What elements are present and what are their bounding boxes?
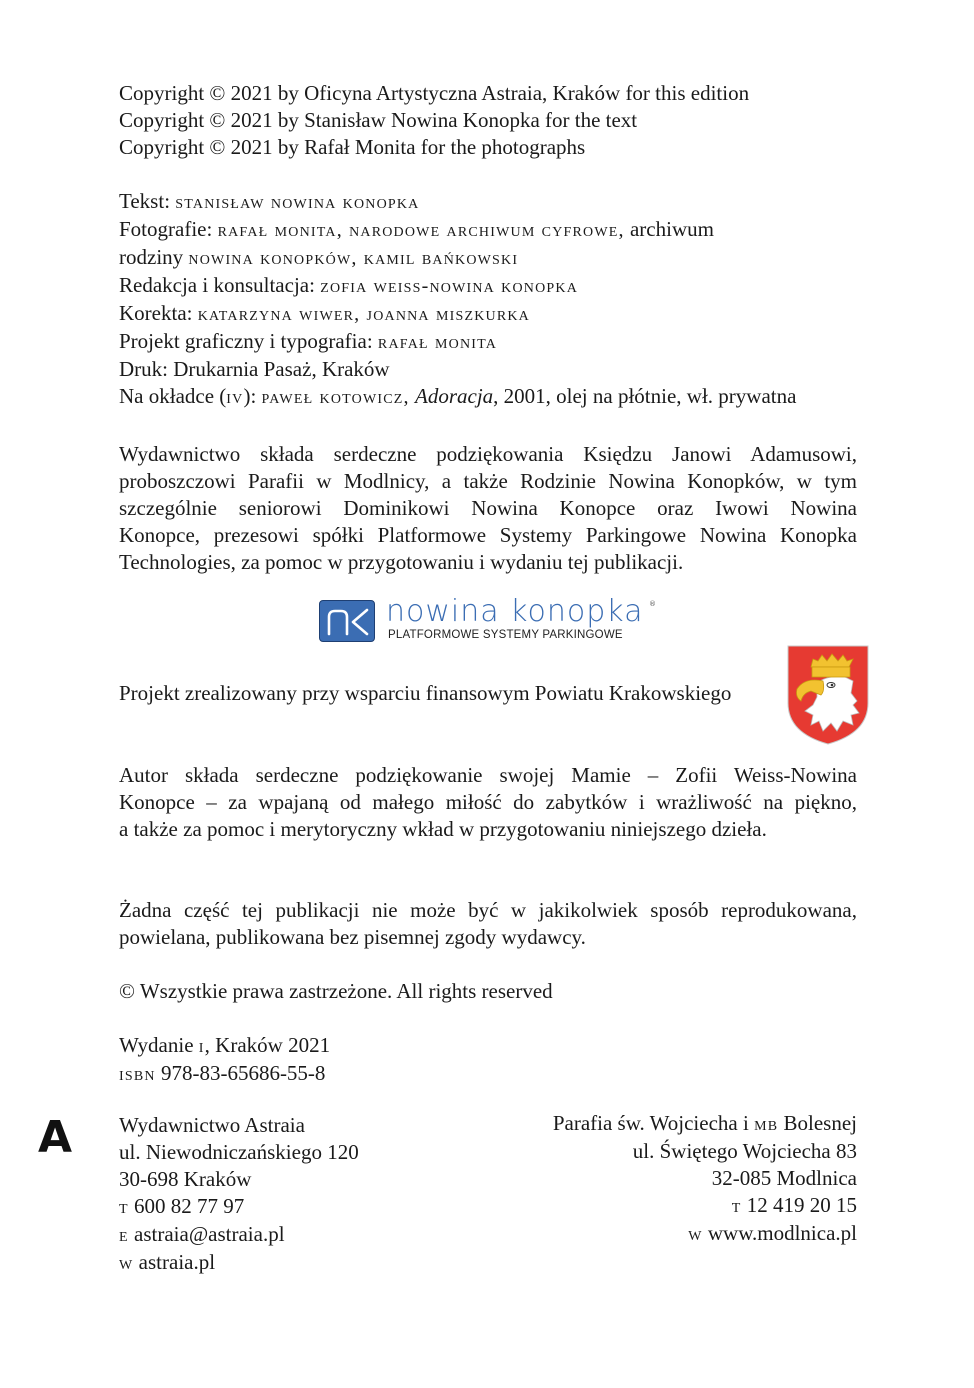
publisher-thanks-paragraph: Wydawnictwo składa serdeczne podziękowania Księdzu Janowi Adamusowi, proboszczowi Parafii w Modlnicy, a także Rodzinie Nowina Konopków, w tym szczególnie seniorowi Dominikowi Nowina Konopce oraz Iwowi Nowina Konopce, prezesowi spółki Platformowe Systemy Parkingowe Nowina Konopka Technologies, za pomoc w przygotowaniu i wydaniu tej publikacji.	[119, 442, 857, 574]
copyright-line-photographs: Copyright © 2021 by Rafał Monita for the photographs	[119, 135, 586, 159]
nowina-konopka-logo	[319, 594, 659, 644]
author-thanks-paragraph: Autor składa serdeczne podziękowanie swojej Mamie – Zofii Weiss-Nowina Konopce – za wpajaną od małego miłość do zabytków i wrażliwość na piękno, a także za pomoc i merytoryczny wkład w przygotowaniu niniejszego dzieła.	[119, 763, 857, 841]
publisher-web: w astraia.pl	[119, 1250, 216, 1274]
credit-photos-cont: rodziny nowina konopków, kamil bańkowski	[119, 245, 519, 269]
support-note: Projekt zrealizowany przy wsparciu finansowym Powiatu Krakowskiego	[119, 681, 732, 705]
logo-tagline: PLATFORMOWE SYSTEMY PARKINGOWE	[388, 629, 623, 641]
credit-cover: Na okładce (iv): paweł kotowicz, Adoracja, 2001, olej na płótnie, wł. prywatna	[119, 384, 797, 408]
parish-address	[553, 1110, 857, 1248]
all-rights-reserved: © Wszystkie prawa zastrzeżone. All rights reserved	[119, 979, 553, 1003]
publisher-city: 30-698 Kraków	[119, 1167, 252, 1191]
logo-wordmark: nowina konopka	[386, 594, 644, 629]
credit-print: Druk: Drukarnia Pasaż, Kraków	[119, 357, 390, 381]
registered-mark: ®	[649, 600, 656, 608]
krakow-county-coat-of-arms-icon	[787, 645, 869, 745]
cover-artwork-title: Adoracja	[415, 384, 494, 408]
publisher-email-link[interactable]: astraia@astraia.pl	[134, 1222, 285, 1246]
edition-block	[119, 1032, 857, 1088]
credit-editing: Redakcja i konsultacja: zofia weiss-nowina konopka	[119, 273, 579, 297]
publisher-street: ul. Niewodniczańskiego 120	[119, 1140, 359, 1164]
parish-name: Parafia św. Wojciecha i mb Bolesnej	[552, 1111, 857, 1135]
parish-web-link[interactable]: www.modlnica.pl	[707, 1221, 857, 1245]
parish-web: w www.modlnica.pl	[688, 1221, 857, 1245]
credit-design: Projekt graficzny i typografia: rafał monita	[119, 329, 498, 353]
credit-text-author: stanisław nowina konopka	[175, 191, 420, 213]
credits-block	[119, 188, 857, 411]
publisher-name: Wydawnictwo Astraia	[119, 1113, 305, 1137]
publisher-email: e astraia@astraia.pl	[119, 1222, 285, 1246]
parish-phone: t 12 419 20 15	[731, 1193, 857, 1217]
publisher-web-link[interactable]: astraia.pl	[138, 1250, 216, 1274]
rights-notice-paragraph: Żadna część tej publikacji nie może być w jakikolwiek sposób reprodukowana, powielana, publikowana bez pisemnej zgody wydawcy.	[119, 898, 857, 949]
isbn-number: 978-83-65686-55-8	[160, 1061, 326, 1085]
copyright-line-text: Copyright © 2021 by Stanisław Nowina Konopka for the text	[119, 108, 638, 132]
astraia-logo-icon: A	[38, 1112, 73, 1163]
isbn-line: isbn 978-83-65686-55-8	[119, 1061, 326, 1085]
credit-photos: Fotografie: rafał monita, narodowe archiwum cyfrowe, archiwum	[119, 217, 714, 241]
edition-line: Wydanie i, Kraków 2021	[119, 1033, 331, 1057]
publisher-phone: t 600 82 77 97	[119, 1194, 245, 1218]
parish-street: ul. Świętego Wojciecha 83	[632, 1139, 857, 1163]
nk-monogram-icon	[319, 600, 375, 642]
copyright-block	[119, 80, 857, 161]
publisher-address	[119, 1112, 359, 1277]
credit-text: Tekst: stanisław nowina konopka	[119, 189, 420, 213]
copyright-line-edition: Copyright © 2021 by Oficyna Artystyczna Astraia, Kraków for this edition	[119, 81, 750, 105]
parish-city: 32-085 Modlnica	[711, 1166, 857, 1190]
credit-proofreading: Korekta: katarzyna wiwer, joanna miszkurka	[119, 301, 530, 325]
